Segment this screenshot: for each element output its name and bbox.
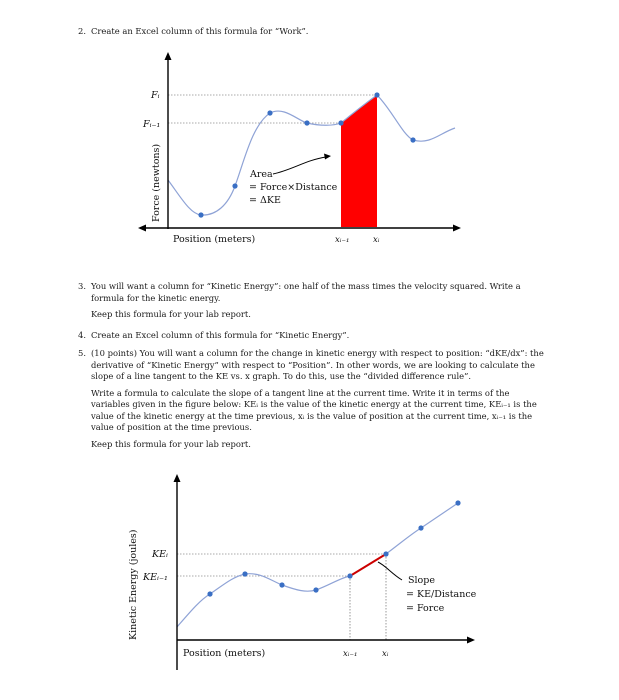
tick-x-i: xᵢ: [382, 649, 389, 659]
area-annotation-line-3: = ΔKE: [249, 195, 281, 206]
tangent-slope-segment: [350, 554, 386, 576]
question-2-number: 2.: [78, 26, 86, 36]
area-annotation-line-2: = Force×Distance: [249, 182, 338, 193]
tick-ke-i: KEᵢ: [152, 549, 168, 560]
data-point: [313, 587, 318, 592]
data-point: [242, 571, 247, 576]
question-2-text: Create an Excel column of this formula for “Work”.: [91, 26, 309, 36]
tick-f-im1: Fᵢ₋₁: [143, 119, 161, 130]
slope-annotation-line-1: Slope: [408, 575, 435, 586]
tick-x-im1: xᵢ₋₁: [343, 649, 358, 659]
tick-x-i: xᵢ: [373, 235, 380, 245]
x-axis-label: Position (meters): [173, 234, 256, 245]
question-4-number: 4.: [78, 330, 86, 340]
question-3-number: 3.: [78, 281, 86, 291]
question-5-paragraph-1: (10 points) You will want a column for the change in kinetic energy with respect to position: “dKE/dx”: the derivative of “Kinetic Energy” with respect to “Position”. In other words, we are looking to calculate the slope of a line tangent to the KE vs. x graph. To do this, use the “divided difference rule”.: [91, 348, 544, 381]
question-4-text: Create an Excel column of this formula for “Kinetic Energy”.: [91, 330, 350, 340]
tick-ke-im1: KEᵢ₋₁: [143, 572, 168, 583]
data-point: [418, 525, 423, 530]
tick-x-im1: xᵢ₋₁: [335, 235, 350, 245]
data-point: [347, 573, 352, 578]
question-3-text: You will want a column for “Kinetic Energy”: one half of the mass times the velocity squared. Write a formula for the kinetic energy.: [91, 281, 521, 303]
annotation-leader: [378, 562, 402, 580]
data-point: [455, 500, 460, 505]
y-axis-label: Kinetic Energy (joules): [128, 529, 139, 640]
slope-annotation-line-2: = KE/Distance: [406, 589, 477, 600]
question-5-note: Keep this formula for your lab report.: [91, 438, 251, 449]
question-5-paragraph-2: Write a formula to calculate the slope of a tangent line at the current time. Write it in terms of the variables given in the figure below: KEᵢ is the value of the kinetic energy at the current time, KEᵢ₋₁ is the value of the kinetic energy at the time previous, xᵢ is the value of position at the current time, xᵢ₋₁ is the value of position at the time previous.: [91, 387, 537, 432]
y-axis-label: Force (newtons): [151, 143, 162, 222]
data-point: [279, 582, 284, 587]
question-5-number: 5.: [78, 348, 86, 358]
tick-f-i: Fᵢ: [151, 90, 160, 101]
area-annotation-line-1: Area: [250, 169, 273, 180]
x-axis-label: Position (meters): [183, 648, 266, 659]
slope-annotation-line-3: = Force: [406, 603, 445, 614]
data-point: [207, 591, 212, 596]
data-point: [383, 551, 388, 556]
question-3-note: Keep this formula for your lab report.: [91, 309, 251, 319]
y-axis-arrow: [174, 474, 181, 482]
x-axis-arrow-right: [467, 637, 475, 644]
